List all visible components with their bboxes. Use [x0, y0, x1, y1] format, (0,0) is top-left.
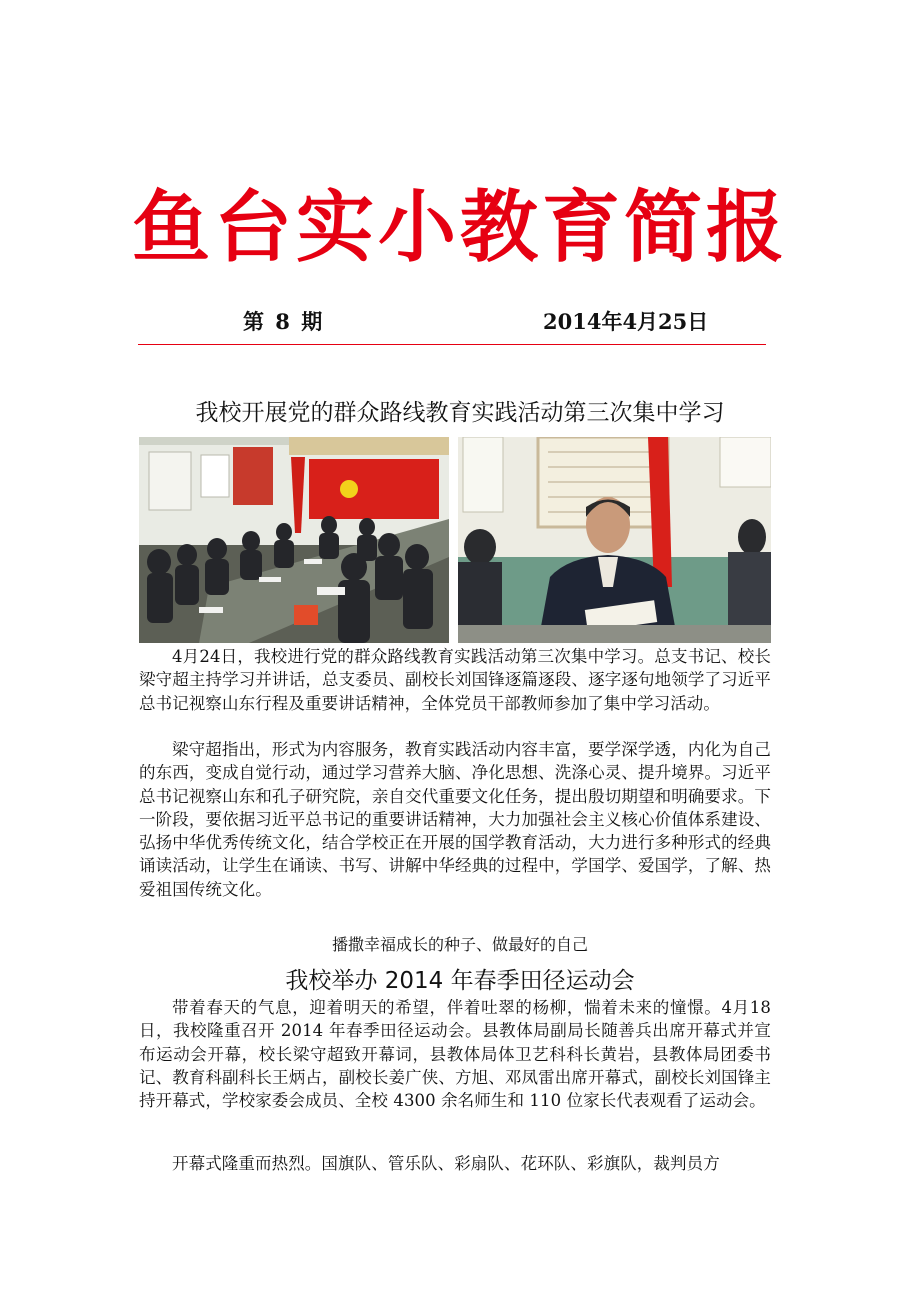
article2-headline: 我校举办 2014 年春季田径运动会 [285, 968, 635, 994]
article2-paragraph-1: 带着春天的气息，迎着明天的希望，伴着吐翠的杨柳，惴着未来的憧憬。4月18日，我校隆重召开 2014 年春季田径运动会。县教体局副局长随善兵出席开幕式并宣布运动会开幕，校长梁守超致开幕词，县教体局体卫艺科科长黄岩，县教体局团委书记、教育科副科长王炳占，副校长姜广侠、方旭、邓凤雷出席开幕式，副校长刘国锋主持开幕式，学校家委会成员、全校 4300 余名师生和 110 位家长代表观看了运动会。 [139, 998, 771, 1111]
speaker-photo-right [458, 437, 771, 643]
article1-paragraph-2: 梁守超指出，形式为内容服务，教育实践活动内容丰富，要学深学透，内化为自己的东西，变成自觉行动，通过学习营养大脑、净化思想、洗涤心灵、提升境界。习近平总书记视察山东和孔子研究院，亲自交代重要文化任务，提出殷切期望和明确要求。下一阶段，要依据习近平总书记的重要讲话精神，大力加强社会主义核心价值体系建设、弘扬中华优秀传统文化，结合学校正在开展的国学教育活动，大力进行多种形式的经典诵读活动，让学生在诵读、书写、讲解中华经典的过程中，学国学、爱国学，了解、热爱祖国传统文化。 [139, 740, 771, 899]
article1-paragraph-1: 4月24日，我校进行党的群众路线教育实践活动第三次集中学习。总支书记、校长梁守超主持学习并讲话，总支委员、副校长刘国锋逐篇逐段、逐字逐句地领学了习近平总书记视察山东行程及重要讲话精神，全体党员干部教师参加了集中学习活动。 [139, 647, 771, 713]
masthead-title: 鱼台实小教育简报 [131, 183, 788, 273]
issue-date: 2014年4月25日 [543, 309, 709, 334]
article2-paragraph-2: 开幕式隆重而热烈。国旗队、管乐队、彩扇队、花环队、彩旗队，裁判员方 [172, 1154, 720, 1173]
article1-headline: 我校开展党的群众路线教育实践活动第三次集中学习 [195, 400, 725, 426]
meeting-photo-left [139, 437, 449, 643]
issue-line [0, 306, 920, 336]
issue-number: 第 8 期 [243, 309, 325, 334]
article2-subtitle: 播撒幸福成长的种子、做最好的自己 [331, 935, 588, 954]
header-divider [138, 344, 766, 345]
